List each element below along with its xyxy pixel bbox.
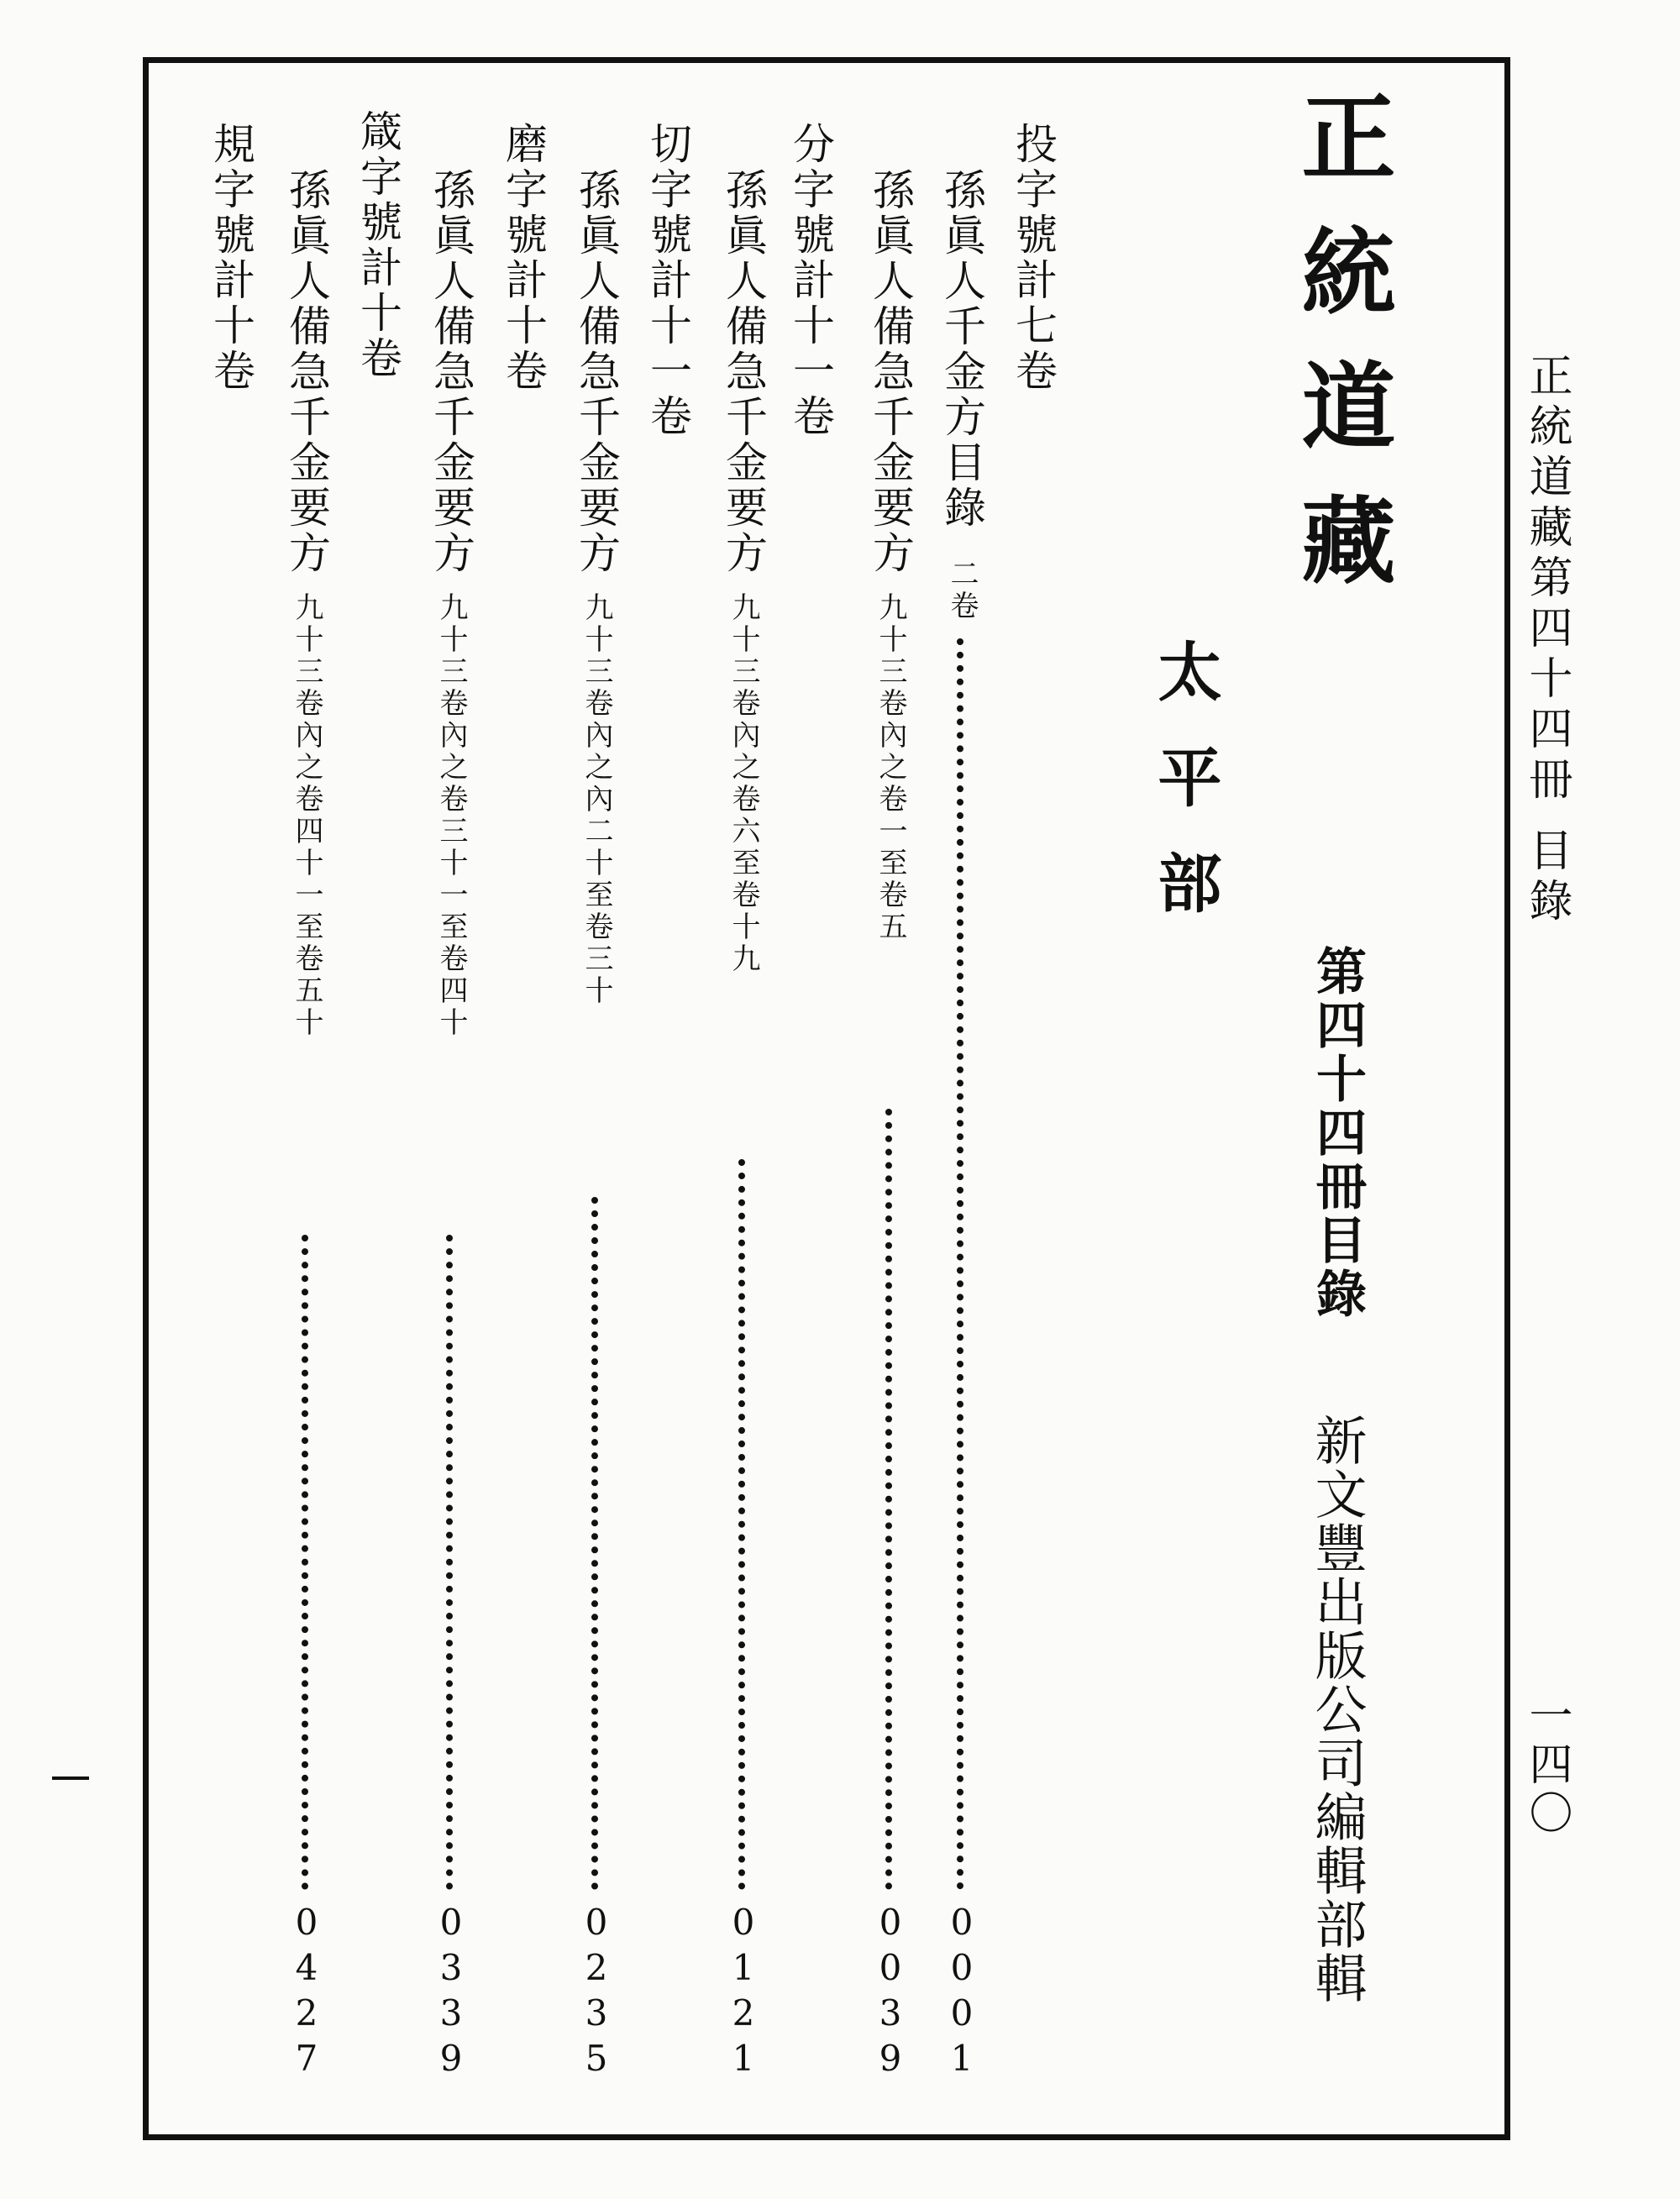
page-number: 一四〇 — [1521, 1693, 1572, 1839]
page-title: 正統道藏 — [1286, 88, 1395, 626]
entry-note: 九十三卷內之卷四十一至卷五十 — [290, 592, 323, 1039]
group-heading: 投字號計七卷 — [1009, 122, 1058, 394]
page-ref: 0 0 3 9 — [879, 1902, 902, 2079]
volume-subtitle: 第四十四冊目錄 — [1308, 945, 1367, 1321]
page-ref: 0 1 2 1 — [732, 1902, 755, 2079]
entry-note: 二卷 — [945, 559, 979, 622]
entry-note: 九十三卷內之卷六至卷十九 — [727, 592, 760, 975]
dot-leader — [738, 1159, 745, 1890]
page-ref: 0 0 0 1 — [950, 1902, 974, 2079]
entry-title: 孫眞人備急千金要方 — [282, 168, 331, 576]
running-header-title: 正統道藏第四十四冊 — [1521, 353, 1572, 806]
entry-title: 孫眞人備急千金要方 — [427, 168, 475, 576]
group-heading: 箴字號計十卷 — [354, 109, 402, 381]
entry-title: 孫眞人備急千金要方 — [719, 168, 768, 576]
page-ref: 0 2 3 5 — [585, 1902, 608, 2079]
entry-title: 孫眞人備急千金要方 — [572, 168, 621, 576]
entry-note: 九十三卷內之卷三十一至卷四十 — [434, 592, 468, 1039]
entry-note: 九十三卷內之卷一至卷五 — [874, 592, 907, 943]
page-ref: 0 4 2 7 — [295, 1902, 318, 2079]
page-ref: 0 3 3 9 — [439, 1902, 463, 2079]
entry-title: 孫眞人備急千金要方 — [866, 168, 915, 576]
group-heading: 切字號計十一卷 — [643, 122, 692, 439]
dot-leader — [446, 1235, 453, 1890]
dot-leader — [591, 1197, 598, 1890]
dot-leader — [885, 1109, 892, 1890]
group-heading: 分字號計十一卷 — [786, 122, 835, 439]
group-heading: 規字號計十卷 — [207, 122, 255, 394]
section-heading: 太平部 — [1147, 638, 1222, 956]
dot-leader — [957, 638, 963, 1890]
running-header-section: 目錄 — [1521, 827, 1572, 928]
dot-leader — [302, 1235, 308, 1890]
margin-mark — [52, 1777, 89, 1780]
entry-note: 九十三卷內之內二十至卷三十 — [580, 592, 613, 1007]
publisher-line: 新文豐出版公司編輯部輯 — [1306, 1414, 1368, 2005]
entry-title: 孫眞人千金方目錄 — [937, 168, 986, 531]
group-heading: 磨字號計十卷 — [499, 122, 548, 394]
